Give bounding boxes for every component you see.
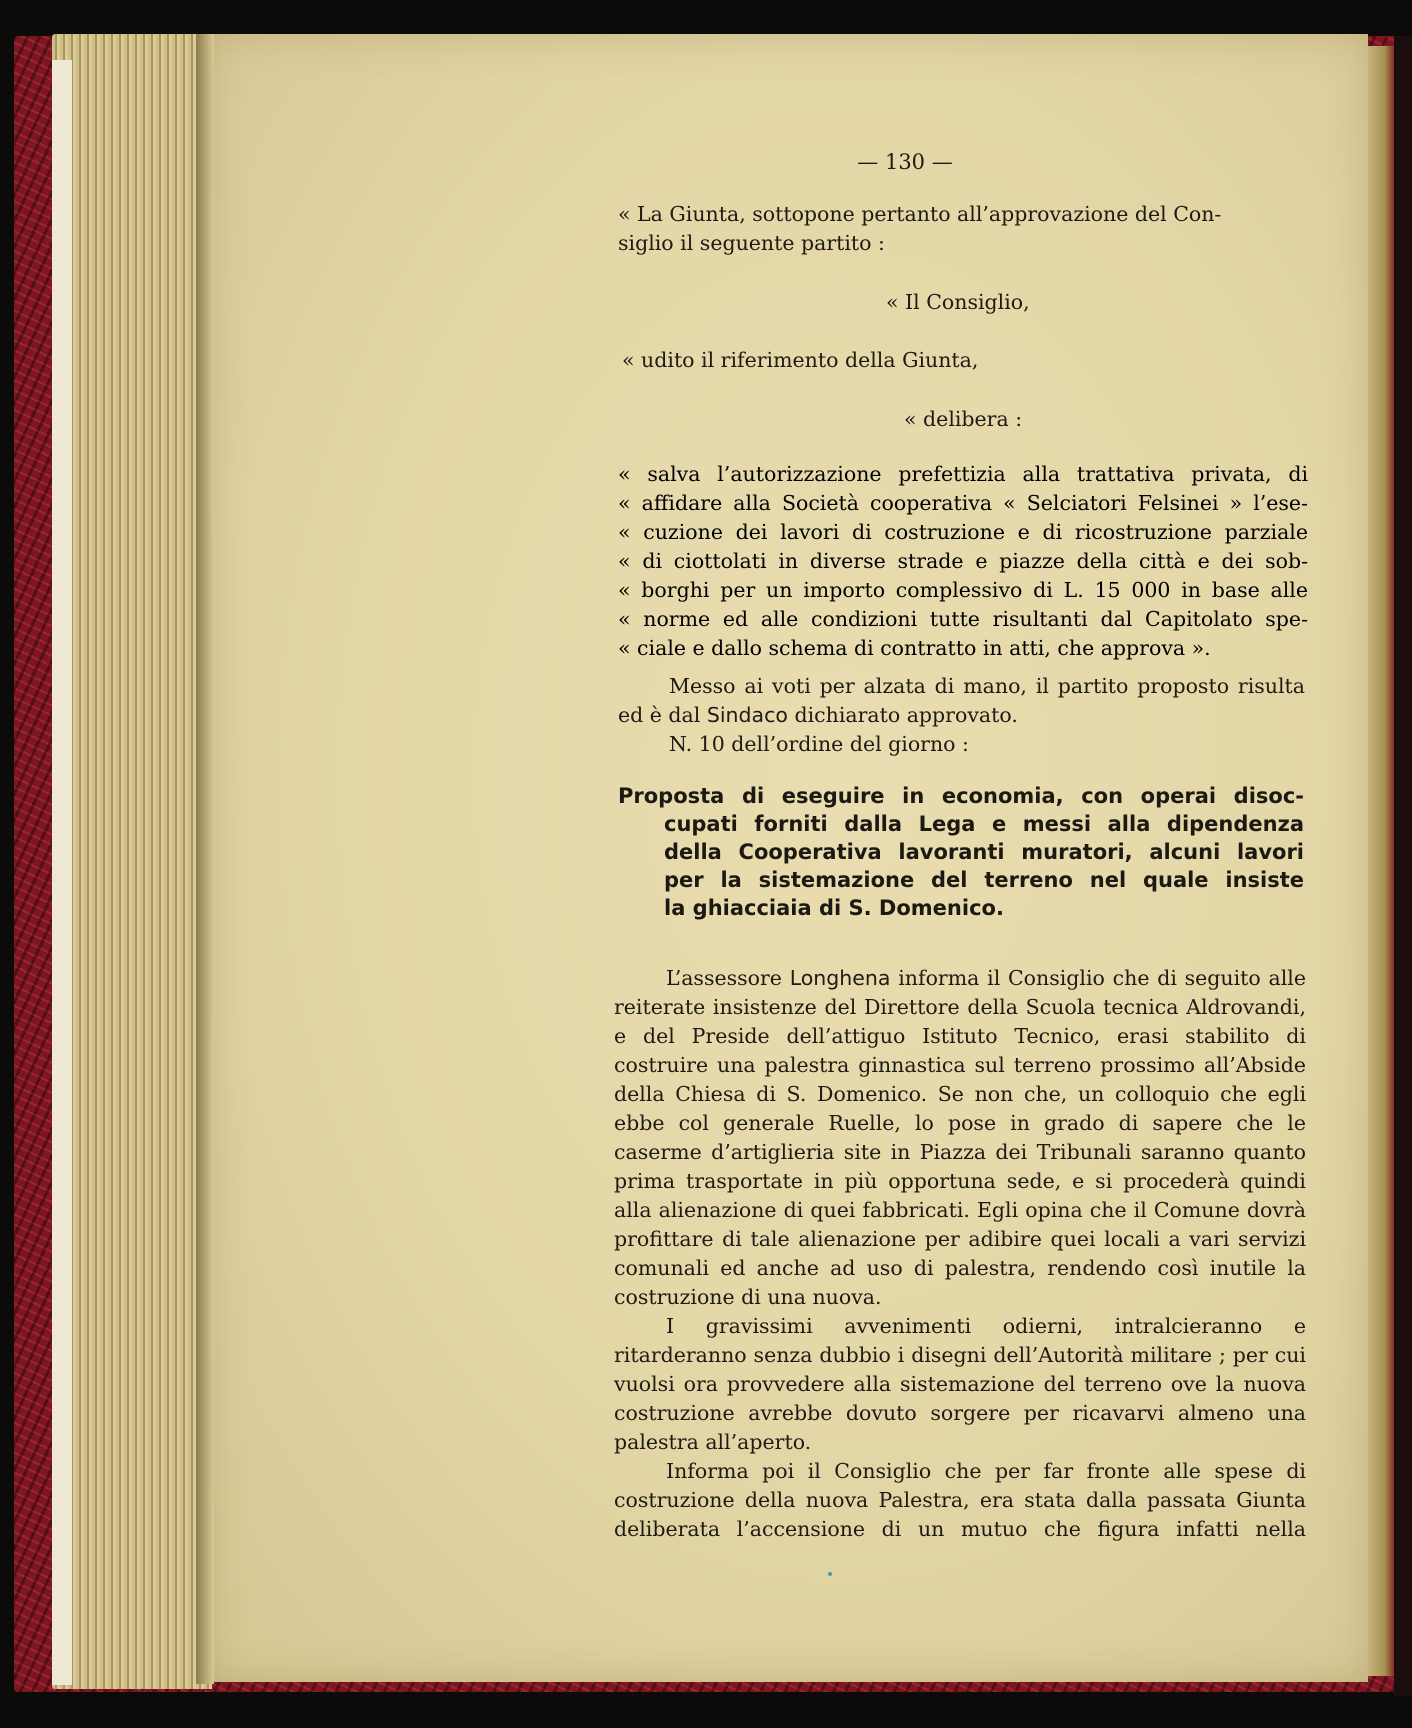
ink-speck [828,1572,832,1576]
quote-line: « norme ed alle condizioni tutte risultanti dal Capitolato spe- [618,607,1308,631]
paragraph-longhena: L’assessore Longhena informa il Consiglio che di seguito alle reiterate insistenze del Direttore della Scuola tecnica Aldrovandi, e del Preside dell’attiguo Istituto Tecnico, erasi stabilito di costruire una palestra ginnastica sul terreno prossimo all’Abside della Chiesa di S. Domenico. Se non che, un colloquio che egli ebbe col generale Ruelle, lo pose in grado di sapere che le caserme d’artiglieria site in Piazza dei Tribunali saranno quanto prima trasportate in più opportuna sede, e si procederà quindi alla alienazione di quei fabbricati. Egli opina che il Comune dovrà profittare di tale alienazione per adibire quei locali a vari servizi comunali ed anche ad uso di palestra, rendendo così inutile la costruzione di una nuova. [614,966,1306,1309]
agenda-item: N. 10 dell’ordine del giorno : [669,732,969,756]
intro-line-1: « La Giunta, sottopone pertanto all’approvazione del Con- [618,202,1222,226]
heading-line: per la sistemazione del terreno nel quale insiste [664,868,1304,892]
udito-line: « udito il riferimento della Giunta, [622,348,979,372]
quote-line: « affidare alla Società cooperativa « Selciatori Felsinei » l’ese- [618,491,1308,515]
gutter-shadow [196,34,214,1684]
paragraph-mutuo: Informa poi il Consiglio che per far fronte alle spese di costruzione della nuova Palestra, era stata dalla passata Giunta deliberata l’accensione di un mutuo che figura infatti nella [614,1459,1306,1541]
right-page-edge [1368,46,1396,1676]
quote-line: « di ciottolati in diverse strade e piazze della città e dei sob- [618,549,1308,573]
il-consiglio: « Il Consiglio, [886,290,1030,314]
body-text [614,964,1306,1544]
intro-line-2: siglio il seguente partito : [618,231,885,255]
quote-line: « salva l’autorizzazione prefettizia alla trattativa privata, di [618,462,1308,486]
heading-line: Proposta di eseguire in economia, con operai disoc- [618,784,1304,808]
section-heading [618,782,1304,922]
vote-line-1: Messo ai voti per alzata di mano, il partito proposto risulta [669,674,1305,698]
paragraph-avvenimenti: I gravissimi avvenimenti odierni, intralcieranno e ritarderanno senza dubbio i disegni dell’Autorità militare ; per cui vuolsi ora provvedere alla sistemazione del terreno ove la nuova costruzione avrebbe dovuto sorgere per ricavarvi almeno una palestra all’aperto. [614,1314,1306,1454]
delibera-line: « delibera : [904,407,1023,431]
stacked-page-edges [52,34,212,1689]
quote-line: « ciale e dallo schema di contratto in atti, che approva ». [618,636,1211,660]
assessore-name: Longhena [789,966,891,990]
right-board-edge [1394,36,1412,1696]
quote-line: « borghi per un importo complessivo di L. 15 000 in base alle [618,578,1308,602]
page-number: — 130 — [857,150,953,174]
sindaco-name: Sindaco [706,703,788,727]
page-edge-highlight [52,60,72,1685]
heading-line: della Cooperativa lavoranti muratori, alcuni lavori [664,840,1304,864]
heading-line: la ghiacciaia di S. Domenico. [664,896,1004,920]
heading-line: cupati forniti dalla Lega e messi alla dipendenza [664,812,1304,836]
quote-line: « cuzione dei lavori di costruzione e di ricostruzione parziale [618,520,1308,544]
resolution-quote [618,460,1308,663]
vote-line-2: ed è dal Sindaco dichiarato approvato. [618,703,1018,727]
